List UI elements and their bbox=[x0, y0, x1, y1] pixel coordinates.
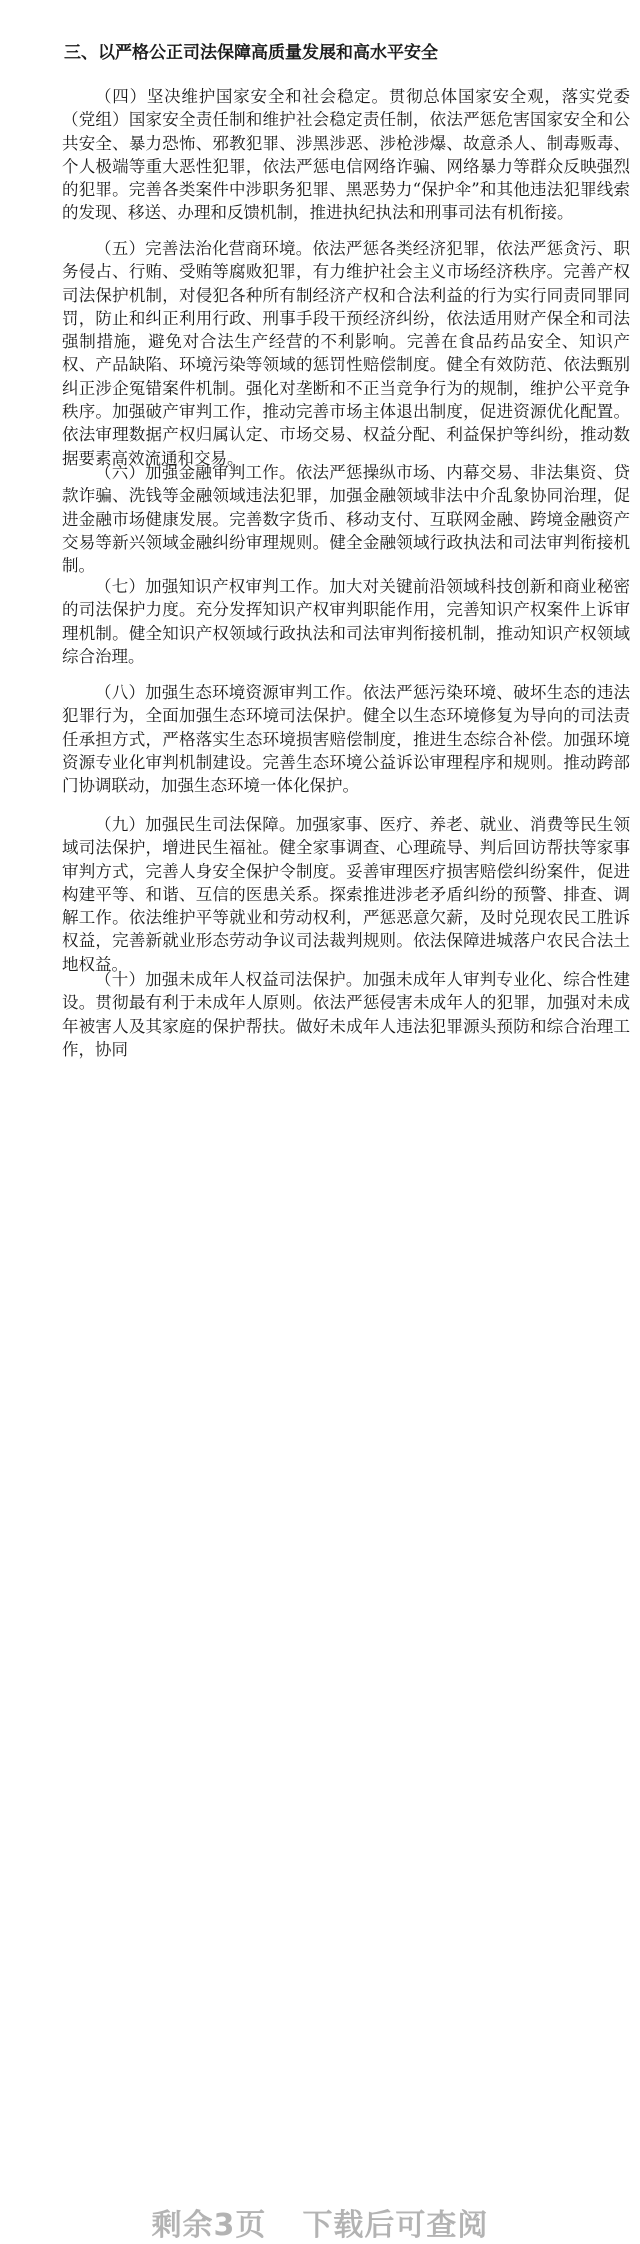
download-hint-label[interactable]: 下载后可查阅 bbox=[302, 2208, 489, 2243]
paragraph-livelihood-protection: （九）加强民生司法保障。加强家事、医疗、养老、就业、消费等民生领域司法保护，增进民生福祉。健全家事调查、心理疏导、判后回访帮扶等家事审判方式，完善人身安全保护令制度。妥善审理医疗损害赔偿纠纷案件，促进构建平等、和谐、互信的医患关系。探索推进涉老矛盾纠纷的预警、排查、调解工作。依法维护平等就业和劳动权利，严惩恶意欠薪，及时兑现农民工胜诉权益，完善新就业形态劳动争议司法裁判规则。依法保障进城落户农民合法土地权益。 bbox=[62, 815, 630, 974]
paragraph-financial-trials: （六）加强金融审判工作。依法严惩操纵市场、内幕交易、非法集资、贷款诈骗、洗钱等金融领域违法犯罪，加强金融领域非法中介乱象协同治理，促进金融市场健康发展。完善数字货币、移动支付、互联网金融、跨境金融资产交易等新兴领域金融纠纷审理规则。健全金融领域行政执法和司法审判衔接机制。 bbox=[62, 463, 630, 576]
paragraph-minors-protection: （十）加强未成年人权益司法保护。加强未成年人审判专业化、综合性建设。贯彻最有利于未成年人原则。依法严惩侵害未成年人的犯罪，加强对未成年被害人及其家庭的保护帮扶。做好未成年人违法犯罪源头预防和综合治理工作，协同 bbox=[62, 970, 630, 1059]
paragraph-intellectual-property: （七）加强知识产权审判工作。加大对关键前沿领域科技创新和商业秘密的司法保护力度。充分发挥知识产权审判职能作用，完善知识产权案件上诉审理机制。健全知识产权领域行政执法和司法审判衔接机制，推动知识产权领域综合治理。 bbox=[62, 577, 630, 666]
paragraph-environment-resources: （八）加强生态环境资源审判工作。依法严惩污染环境、破坏生态的违法犯罪行为，全面加强生态环境司法保护。健全以生态环境修复为导向的司法责任承担方式，严格落实生态环境损害赔偿制度，推进生态综合补偿。加强环境资源专业化审判机制建设。完善生态环境公益诉讼审理程序和规则。推动跨部门协调联动，加强生态环境一体化保护。 bbox=[62, 683, 630, 796]
remaining-pages-label[interactable]: 剩余3页 bbox=[151, 2208, 267, 2243]
download-banner[interactable] bbox=[0, 1075, 640, 2243]
download-prompt[interactable] bbox=[0, 2208, 640, 2244]
paragraph-national-security: （四）坚决维护国家安全和社会稳定。贯彻总体国家安全观，落实党委（党组）国家安全责任制和维护社会稳定责任制，依法严惩危害国家安全和公共安全、暴力恐怖、邪教犯罪、涉黑涉恶、涉枪涉爆、故意杀人、制毒贩毒、个人极端等重大恶性犯罪，依法严惩电信网络诈骗、网络暴力等群众反映强烈的犯罪。完善各类案件中涉职务犯罪、黑恶势力“保护伞”和其他违法犯罪线索的发现、移送、办理和反馈机制，推进执纪执法和刑事司法有机衔接。 bbox=[62, 87, 630, 223]
paragraph-business-environment: （五）完善法治化营商环境。依法严惩各类经济犯罪，依法严惩贪污、职务侵占、行贿、受贿等腐败犯罪，有力维护社会主义市场经济秩序。完善产权司法保护机制，对侵犯各种所有制经济产权和合法利益的行为实行同责同罪同罚，防止和纠正利用行政、刑事手段干预经济纠纷，依法适用财产保全和司法强制措施，避免对合法生产经营的不利影响。完善在食品药品安全、知识产权、产品缺陷、环境污染等领域的惩罚性赔偿制度。健全有效防范、依法甄别纠正涉企冤错案件机制。强化对垄断和不正当竞争行为的规制，维护公平竞争秩序。加强破产审判工作，推动完善市场主体退出制度，促进资源优化配置。依法审理数据产权归属认定、市场交易、权益分配、利益保护等纠纷，推动数据要素高效流通和交易。 bbox=[62, 239, 630, 468]
section-heading: 三、以严格公正司法保障高质量发展和高水平安全 bbox=[64, 43, 438, 63]
